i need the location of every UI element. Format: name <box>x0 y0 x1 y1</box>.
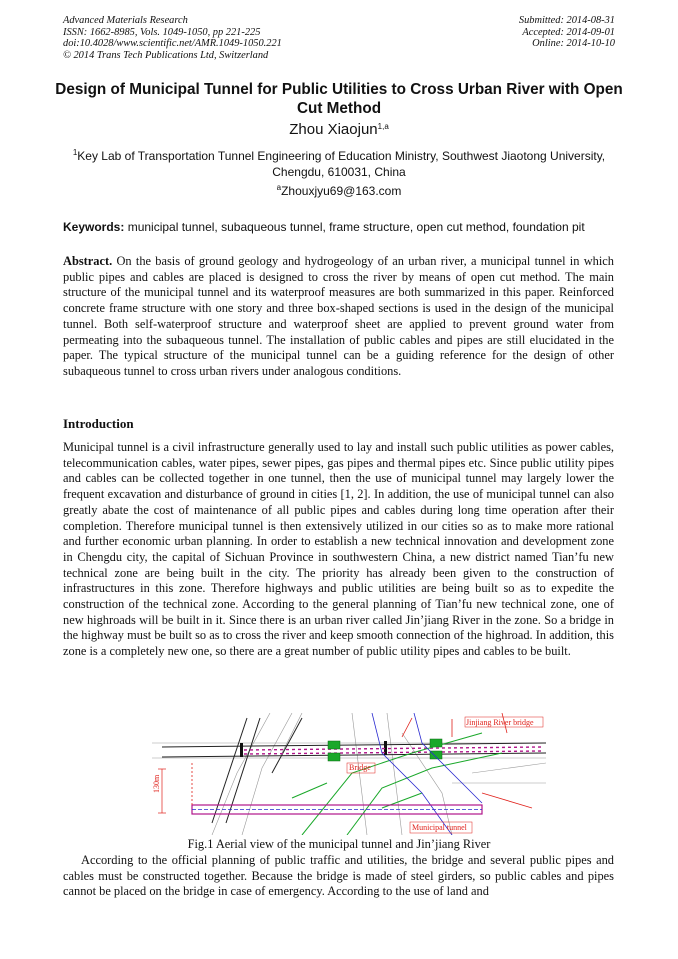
figure-caption: Fig.1 Aerial view of the municipal tunnel and Jin’jiang River <box>187 837 491 851</box>
river-bridge-label: Jinjiang River bridge <box>466 718 534 727</box>
section-heading-introduction: Introduction <box>63 416 134 431</box>
doi-line: doi:10.4028/www.scientific.net/AMR.1049-1050.221 <box>63 38 282 50</box>
abstract-label: Abstract. <box>63 254 113 268</box>
affiliation-text: Key Lab of Transportation Tunnel Engineering of Education Ministry, Southwest Jiaotong University, Chengdu, 610031, China <box>77 149 606 179</box>
dimension-label: 130m <box>152 774 161 793</box>
journal-header-left <box>63 15 282 61</box>
online-date: Online: 2014-10-10 <box>532 38 615 50</box>
journal-header-right <box>519 15 615 50</box>
keywords <box>63 220 623 234</box>
journal-name: Advanced Materials Research <box>63 15 188 26</box>
email-address: Zhouxjyu69@163.com <box>281 184 402 198</box>
email-sup: a <box>276 183 282 192</box>
accepted-date: Accepted: 2014-09-01 <box>522 26 615 38</box>
submitted-date: Submitted: 2014-08-31 <box>518 15 615 26</box>
affiliation <box>56 148 622 180</box>
aerial-view-figure <box>152 713 546 835</box>
bridge-label: Bridge <box>349 763 371 772</box>
author-name: Zhou Xiaojun <box>289 121 378 138</box>
email <box>0 184 678 198</box>
affiliation-sup: 1 <box>72 148 78 157</box>
keywords-text: municipal tunnel, subaqueous tunnel, frame structure, open cut method, foundation pit <box>127 220 585 234</box>
intro-paragraph-2: According to the official planning of public traffic and utilities, the bridge and several public pipes and cables must be constructed together. Because the bridge is made of steel girders, so public cables and pipes cannot be placed on the bridge in case of emergency. According to the use of land and <box>63 853 614 899</box>
copyright-line: © 2014 Trans Tech Publications Ltd, Switzerland <box>63 49 269 61</box>
issn-line: ISSN: 1662-8985, Vols. 1049-1050, pp 221-225 <box>63 26 261 38</box>
author <box>0 121 678 138</box>
keywords-label: Keywords: <box>63 220 125 234</box>
abstract <box>63 254 614 380</box>
abstract-text: On the basis of ground geology and hydrogeology of an urban river, a municipal tunnel in which public pipes and cables are placed is designed to cross the river by means of open cut method. The main structure of the municipal tunnel and its waterproof measures are both summarized in this paper. Reinforced concrete frame structure with one story and three box-shaped sections is used in the design of the municipal tunnel. Both self-waterproof structure and waterproof sheet are applied to prevent ground water from permeating into the subaqueous tunnel. The installation of public cables and pipes are still elucidated in the paper. The typical structure of the municipal tunnel can be a guiding reference for the design of other subaqueous tunnel to cross urban rivers under analogous conditions. <box>63 254 614 378</box>
paper-title: Design of Municipal Tunnel for Public Utilities to Cross Urban River with Open Cut Method <box>55 81 623 117</box>
tunnel-label: Municipal tunnel <box>412 823 467 832</box>
author-sup: 1,a <box>377 122 389 131</box>
intro-paragraph-1: Municipal tunnel is a civil infrastructure generally used to lay and install such public utilities as power cables, telecommunication cables, water pipes, sewer pipes, gas pipes and thermal pipes etc. Since public utility pipes and cables can be collected together in one tunnel, then the use of municipal tunnel may largely lower the frequent excavation and disturbance of ground in cities [1, 2]. In addition, the use of municipal tunnel can also greatly abate the cost of maintenance of all public pipes and cables during long time operation after their completion. Therefore municipal tunnel is then extensively utilized in our cities so as to make more rational and further economic urban planning. In order to establish a new technical innovation and development zone in Chengdu city, the capital of Sichuan Province in southwestern China, a new district named Tian’fu new technical zone are being built in the city. The priority has already been given to the construction of infrastructures in this zone. Therefore highways and public utilities are being built so as to expedite the construction of the technical zone. According to the general planning of Tian’fu new technical zone, one of new highroads will be built in it. Since there is an urban river called Jin’jiang River in the zone. So a bridge in the highway must be built so as to cross the river and keep smooth connection of the highroad. In addition, this zone is a completely new one, so there are a great number of public utility pipes and cables to be built. <box>63 440 614 659</box>
